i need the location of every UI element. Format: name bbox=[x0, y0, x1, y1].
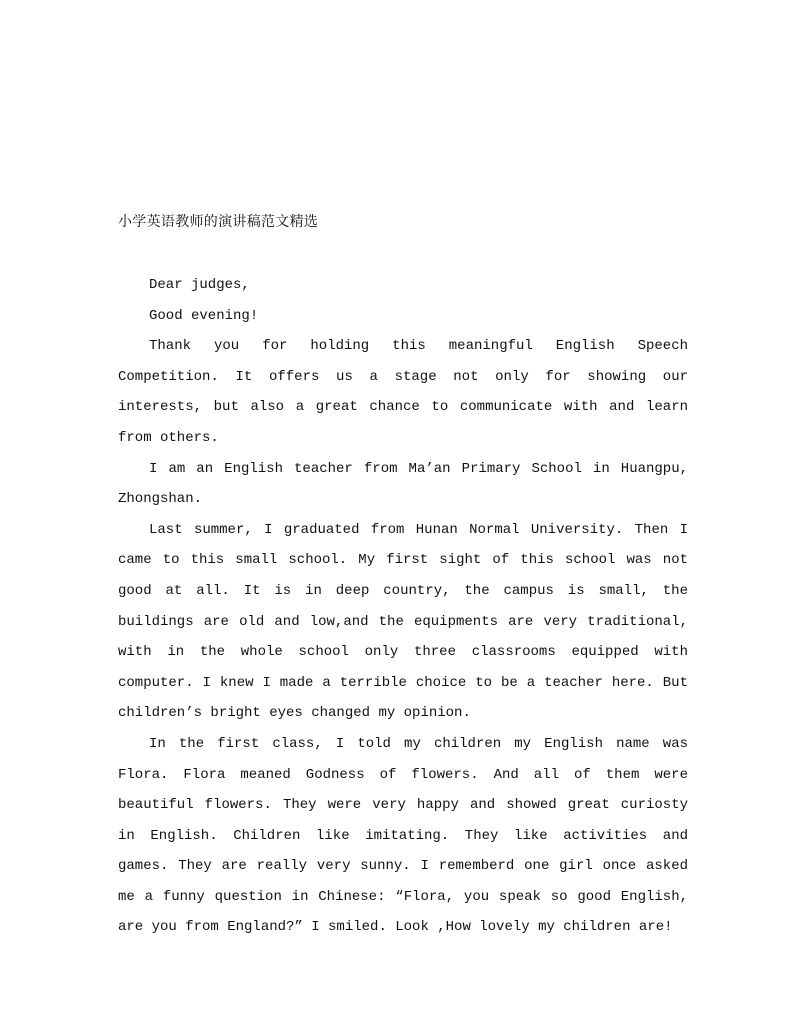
document-title: 小学英语教师的演讲稿范文精选 bbox=[118, 214, 319, 230]
body-paragraph: In the first class, I told my children my English name was Flora. Flora meaned Godness of flowers. And all of them were beautiful flowers. They were very happy and showed great curiosty in English. Children like imitating. They like activities and games. They are really very sunny. I rememberd one girl once asked me a funny question in Chinese: “Flora, you speak so good English, are you from England?” I smiled. Look ,How lovely my children are! bbox=[118, 735, 688, 936]
body-paragraph: I am an English teacher from Ma’an Primary School in Huangpu, Zhongshan. bbox=[118, 460, 688, 508]
body-paragraph: Last summer, I graduated from Hunan Normal University. Then I came to this small school. My first sight of this school was not good at all. It is in deep country, the campus is small, the buildings are old and low,and the equipments are very traditional, with in the whole school only three classrooms equipped with computer. I knew I made a terrible choice to be a teacher here. But children’s bright eyes changed my opinion. bbox=[118, 521, 688, 722]
greeting-paragraph: Good evening! bbox=[149, 307, 259, 324]
salutation-paragraph: Dear judges, bbox=[149, 277, 250, 293]
body-paragraph: Thank you for holding this meaningful English Speech Competition. It offers us a stage not only for showing our interests, but also a great chance to communicate with and learn from others. bbox=[118, 338, 688, 446]
document-body bbox=[118, 270, 688, 943]
